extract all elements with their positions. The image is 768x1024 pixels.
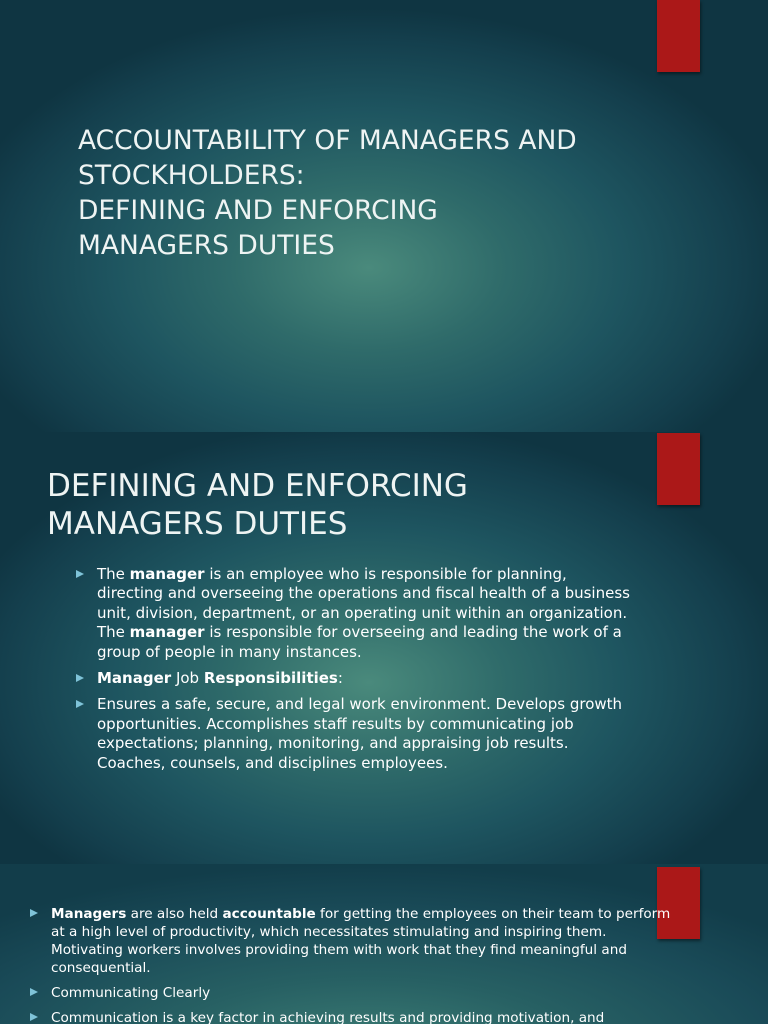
red-accent-tab (657, 0, 700, 72)
bullet-bold-text: Managers (51, 906, 127, 922)
bullet-text: The (97, 565, 130, 583)
title-line: MANAGERS DUTIES (78, 230, 335, 261)
bullet-item-manager-definition (75, 565, 635, 662)
bullet-arrow-icon (30, 1013, 38, 1021)
bullet-item-responsibilities-detail (75, 695, 635, 773)
title-line: MANAGERS DUTIES (47, 506, 348, 542)
bullet-item-managers-accountable (29, 905, 679, 977)
title-line: STOCKHOLDERS: (78, 160, 305, 191)
title-line: ACCOUNTABILITY OF MANAGERS AND (78, 125, 577, 156)
bullet-arrow-icon (30, 988, 38, 996)
bullet-arrow-icon (76, 570, 84, 578)
bullet-text: for getting the employees on their team to perform at a high level of productivity, which necessitates stimulating and inspiring them. Motivating workers involves providing them with work that they find meaningful and consequential. (51, 906, 671, 976)
slide-1-title (78, 123, 648, 263)
bullet-item-communication-key (29, 1009, 679, 1024)
bullet-list (75, 565, 635, 780)
bullet-bold-text: manager (129, 623, 205, 642)
bullet-arrow-icon (30, 909, 38, 917)
bullet-bold-text: Responsibilities (203, 669, 338, 688)
bullet-item-communicating-clearly (29, 984, 679, 1002)
bullet-arrow-icon (76, 674, 84, 682)
bullet-text: Communication is a key factor in achieving results and providing motivation, and (51, 1010, 605, 1024)
title-line: DEFINING AND ENFORCING (78, 195, 438, 226)
slide-3-accountability (0, 864, 768, 1024)
bullet-text: is responsible for overseeing and leading the work of a group of people in many instances. (97, 623, 622, 661)
bullet-text: Job (171, 669, 204, 688)
bullet-bold-text: Manager (97, 669, 172, 688)
bullet-bold-text: manager (129, 565, 205, 583)
slide-1-title-slide (0, 0, 768, 432)
bullet-text: Ensures a safe, secure, and legal work environment. Develops growth opportunities. Accomplishes staff results by communicating job expectations; planning, monitoring, and appraising job results. Coaches, counsels, and disciplines employees. (97, 695, 623, 772)
bullet-item-job-responsibilities (75, 669, 635, 688)
bullet-text: are also held (126, 906, 223, 922)
bullet-text: : (337, 669, 343, 688)
slide-2-duties (0, 432, 768, 864)
bullet-text: is an employee who is responsible for planning, directing and overseeing the operations and fiscal health of a business unit, division, department, or an operating unit within an organization. The (97, 565, 630, 642)
bullet-list (29, 905, 679, 1024)
title-line: DEFINING AND ENFORCING (47, 468, 468, 504)
red-accent-tab (657, 433, 700, 505)
bullet-text: Communicating Clearly (51, 985, 211, 1001)
bullet-arrow-icon (76, 700, 84, 708)
slide-2-title (47, 467, 647, 543)
bullet-bold-text: accountable (222, 906, 316, 922)
